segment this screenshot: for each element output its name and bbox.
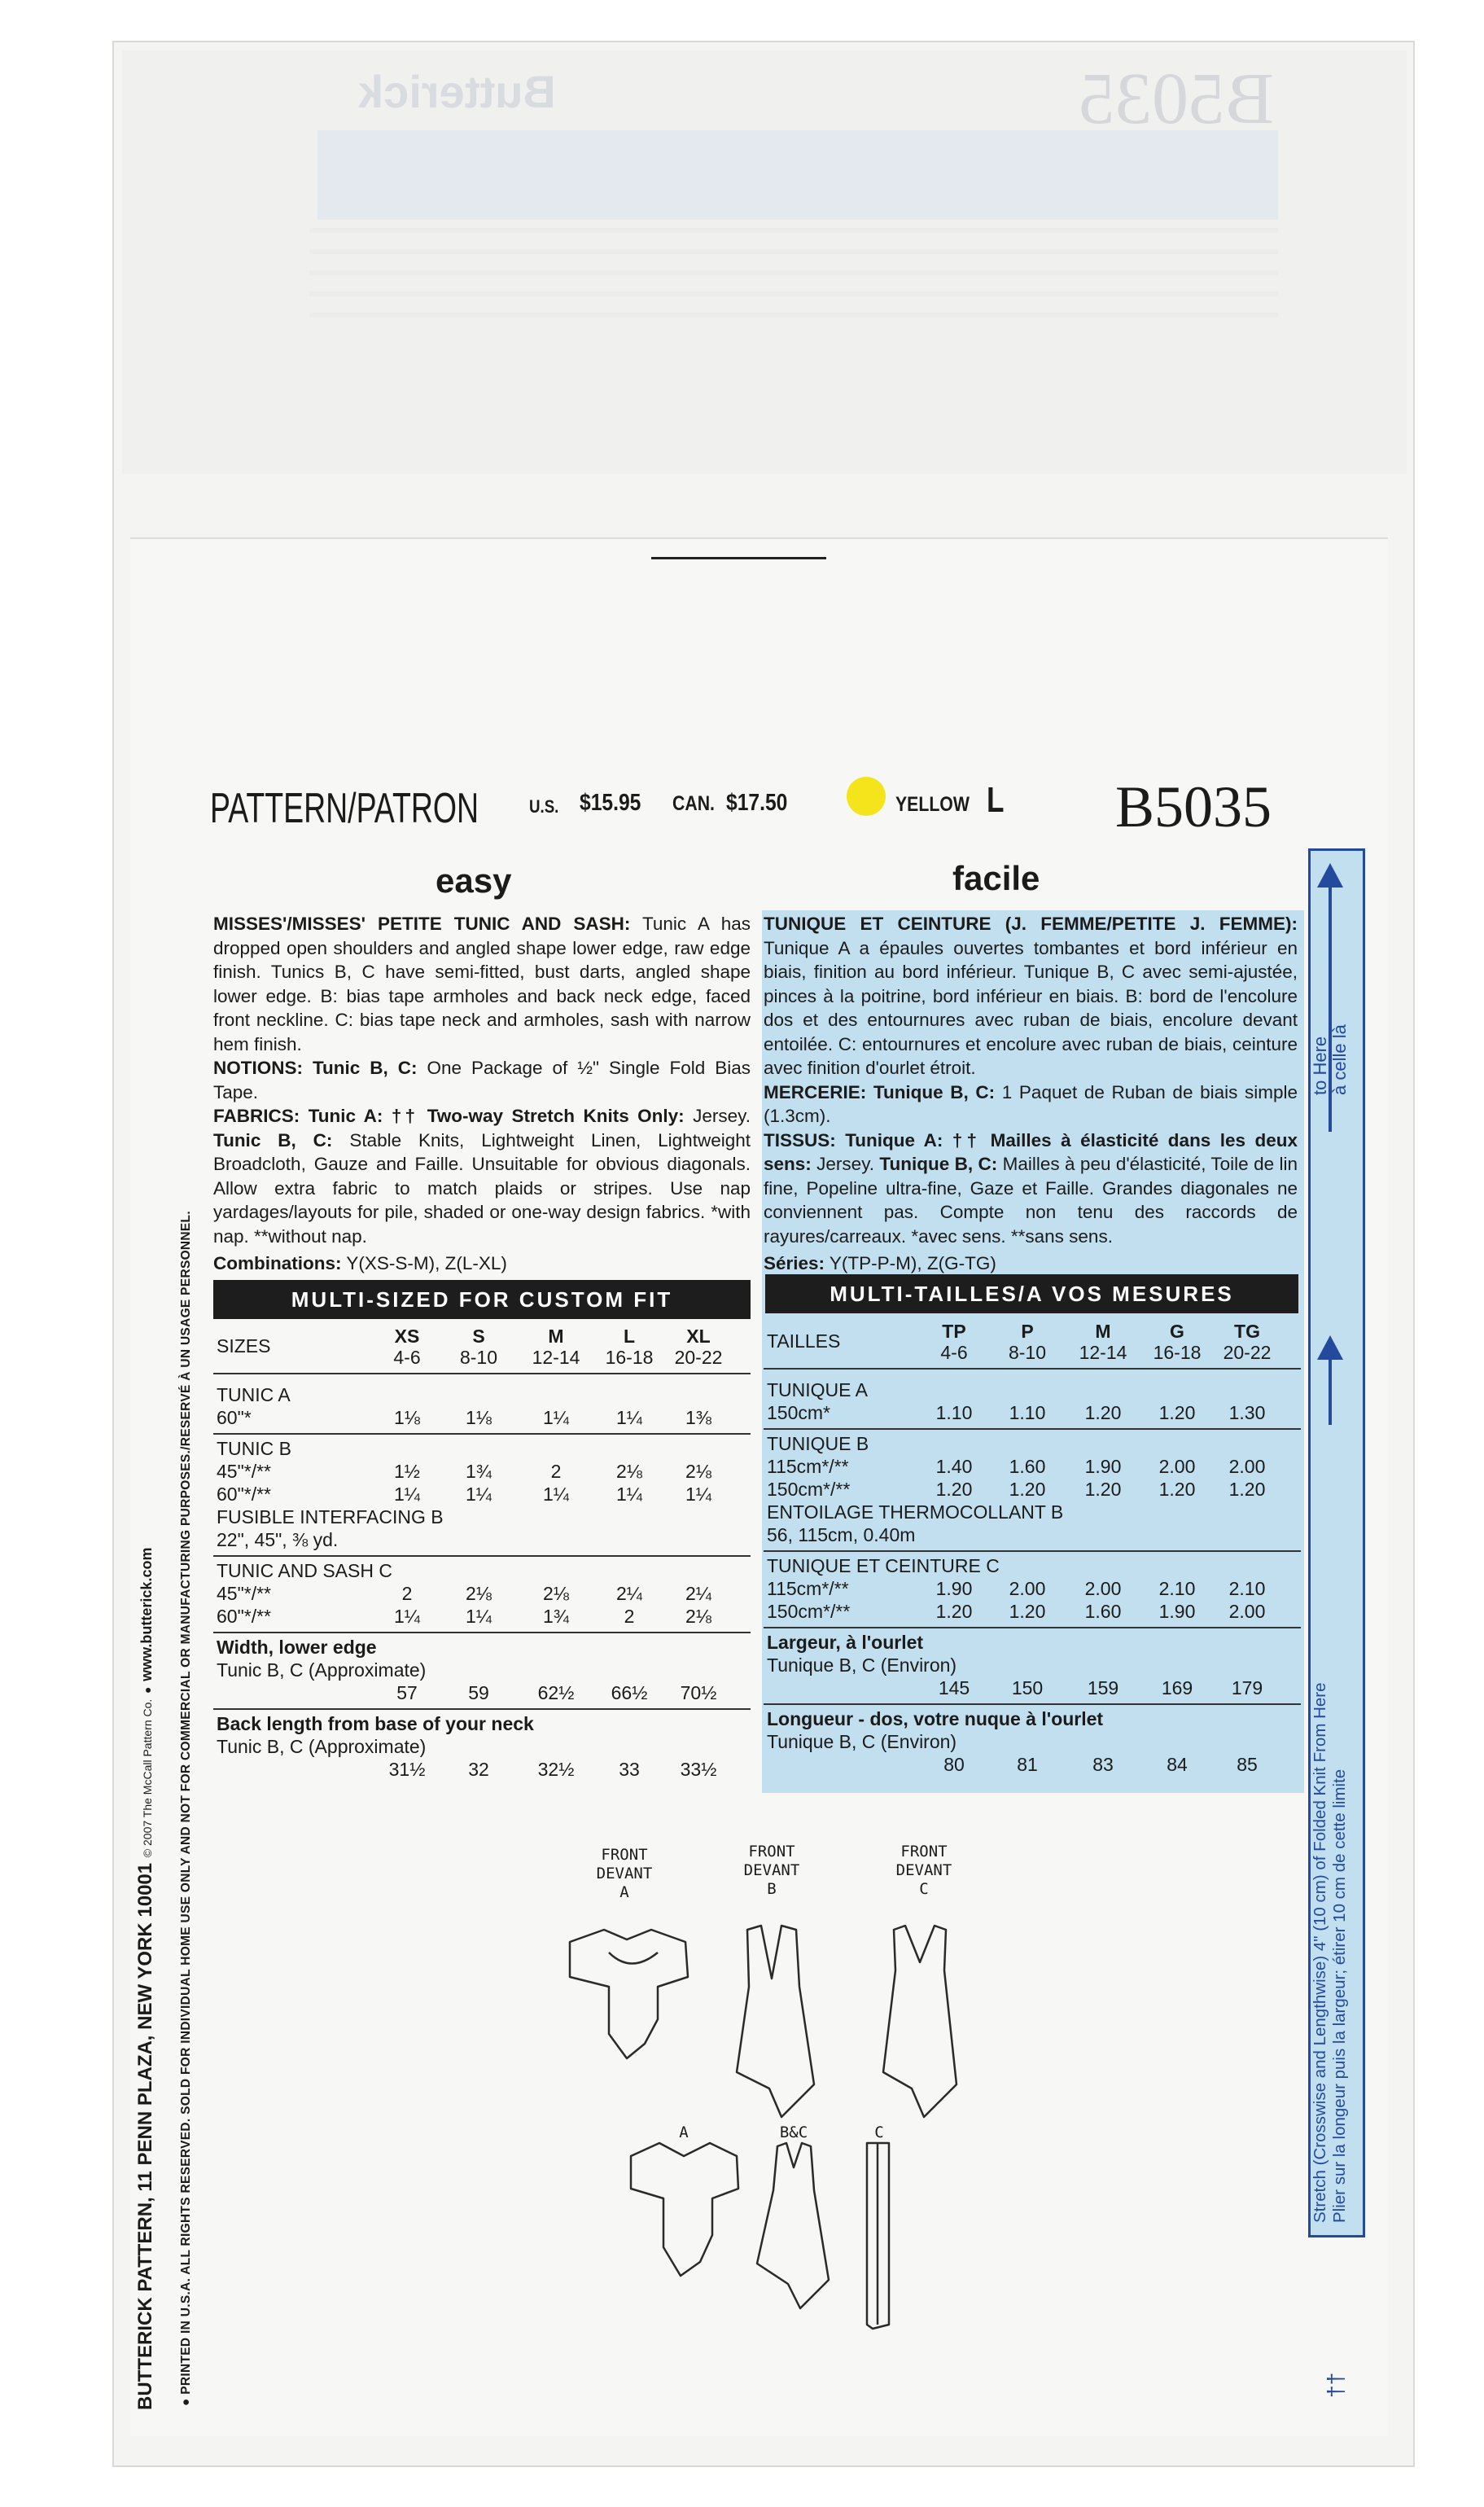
fr-fabrics-bc-title: Tunique B, C: <box>879 1154 998 1174</box>
size-range: 8-10 <box>459 1347 498 1368</box>
flap-brand-reversed: Butterick <box>358 66 556 117</box>
interfacing-label: FUSIBLE INTERFACING B <box>217 1506 444 1527</box>
group-label: TUNIC AND SASH C <box>217 1560 392 1581</box>
to-here-fr: à celle là <box>1329 1024 1350 1095</box>
width-value: 150 <box>1011 1677 1044 1698</box>
fr-fabrics-title: TISSUS: Tunique A: †† Mailles à élasticité dans les deux sens: <box>764 1129 1298 1174</box>
back-sub: Tunic B, C (Approximate) <box>217 1736 427 1757</box>
size-range: 4-6 <box>940 1342 968 1363</box>
row-value: 1¼ <box>543 1407 569 1428</box>
row-value: 2.00 <box>1228 1601 1266 1622</box>
label-front-c: FRONT DEVANT C <box>895 1843 952 1898</box>
back-value: 85 <box>1237 1754 1258 1775</box>
size-range: 12-14 <box>1079 1342 1127 1363</box>
legal-text: PRINTED IN U.S.A. ALL RIGHTS RESERVED. SOLD FOR INDIVIDUAL HOME USE ONLY AND NOT FOR COMMERCIAL OR MANUFACTURING PURPOSES./RESERVÉ À UN USAGE PERSONNEL. <box>179 1211 193 2395</box>
pattern-label: PATTERN/PATRON <box>210 785 479 832</box>
width-value: 59 <box>468 1682 489 1703</box>
back-value: 83 <box>1092 1754 1114 1775</box>
row-value: 2.00 <box>1158 1456 1196 1477</box>
fr-notions-text: 1 Paquet de Ruban de biais simple (1.3cm). <box>764 1081 1298 1126</box>
fr-description-title: TUNIQUE ET CEINTURE (J. FEMME/PETITE J. FEMME): <box>764 914 1298 934</box>
size-range: 16-18 <box>1153 1342 1202 1363</box>
to-here-en: to Here <box>1310 1036 1330 1095</box>
label-back-c: C <box>874 2123 884 2141</box>
row-value: 1¼ <box>394 1484 420 1505</box>
width-label: Largeur, à l'ourlet <box>767 1632 924 1653</box>
row-value: 2¼ <box>685 1583 711 1604</box>
notions-text: One Package of ½" Single Fold Bias Tape. <box>213 1058 751 1102</box>
size-code: XL <box>686 1326 711 1347</box>
back-value: 33 <box>619 1759 640 1780</box>
row-value: 1.10 <box>935 1402 973 1423</box>
row-value: 2¼ <box>616 1583 642 1604</box>
row-label: 60"* <box>217 1407 252 1428</box>
sizes-label: SIZES <box>217 1335 271 1356</box>
width-value: 66½ <box>611 1682 648 1703</box>
back-value: 32½ <box>537 1759 575 1780</box>
row-value: 1¼ <box>394 1606 420 1627</box>
tunic-a-back-drawing <box>631 2143 738 2276</box>
fr-description-text: Tunique A a épaules ouvertes tombantes et bord inférieur en biais, finition au bord inférieur. Tunique B, C avec semi-ajustée, pinces à la poitrine, bord inférieur en biais. B: bord de l'encolure dos et des entournures avec ruban de biais, encolure devant entoilée. C: entournures et encolure avec ruban de biais, ceinture avec finition d'ourlet étroit. <box>764 937 1298 1078</box>
row-label: 150cm* <box>767 1402 830 1423</box>
label-back-bc: B&C <box>779 2123 808 2141</box>
row-value: 1⅛ <box>394 1407 420 1428</box>
size-code: G <box>1170 1321 1184 1342</box>
english-table-bar: MULTI-SIZED FOR CUSTOM FIT <box>213 1280 751 1319</box>
row-value: 2 <box>550 1461 562 1482</box>
row-value: 1.20 <box>1084 1479 1122 1500</box>
interfacing-label: ENTOILAGE THERMOCOLLANT B <box>767 1501 1064 1523</box>
row-value: 1.20 <box>935 1601 973 1622</box>
row-value: 1.90 <box>1158 1601 1196 1622</box>
tunic-b-front-drawing <box>737 1926 814 2117</box>
combinations-title: Combinations: <box>213 1253 342 1273</box>
size-range: 20-22 <box>674 1347 723 1368</box>
interfacing-value: 56, 115cm, 0.40m <box>767 1524 916 1545</box>
bullet-icon: ● <box>179 2398 193 2406</box>
size-range: 4-6 <box>393 1347 421 1368</box>
notions-title: NOTIONS: Tunic B, C: <box>213 1058 418 1078</box>
fr-series-text: Y(TP-P-M), Z(G-TG) <box>829 1253 996 1273</box>
row-value: 2.00 <box>1009 1578 1046 1599</box>
label-front-b: FRONT DEVANT B <box>743 1843 800 1898</box>
can-label: CAN. <box>672 792 715 815</box>
fr-fabrics-bc: Mailles à peu d'élasticité, Toile de lin fine, Popeline ultra-fine, Gaze et Faille. Grandes diagonales ne conviennent pas. Compte non tenu des raccords de rayures/carreaux. *avec sens. **sans sens. <box>764 1154 1298 1247</box>
sash-c-drawing <box>867 2143 889 2329</box>
row-label: 150cm*/** <box>767 1479 851 1500</box>
stretch-fr: Plier sur la longeur puis la largeur; étirer 10 cm de cette limite <box>1330 1768 1349 2223</box>
row-value: 2⅛ <box>685 1606 711 1627</box>
row-value: 1½ <box>394 1461 420 1482</box>
row-value: 1.60 <box>1009 1456 1046 1477</box>
row-value: 1.20 <box>1158 1479 1196 1500</box>
group-label: TUNIQUE B <box>767 1433 869 1454</box>
description-title: MISSES'/MISSES' PETITE TUNIC AND SASH: <box>213 914 631 934</box>
fabrics-title: FABRICS: Tunic A: †† Two-way Stretch Knits Only: <box>213 1106 685 1126</box>
dagger-mark: †† <box>1323 2372 1348 2398</box>
row-value: 1¾ <box>543 1606 569 1627</box>
fabrics-bc-title: Tunic B, C: <box>213 1129 333 1151</box>
row-value: 1¼ <box>685 1484 711 1505</box>
heading-easy: easy <box>436 861 512 900</box>
pattern-number: B5035 <box>1115 774 1272 839</box>
row-label: 60"*/** <box>217 1606 271 1627</box>
group-label: TUNIC B <box>217 1438 291 1459</box>
back-value: 80 <box>943 1754 965 1775</box>
row-value: 2⅛ <box>616 1461 642 1482</box>
width-sub: Tunique B, C (Environ) <box>767 1655 957 1676</box>
row-value: 1¼ <box>616 1484 642 1505</box>
website-text: www.butterick.com <box>138 1547 155 1681</box>
row-value: 1.20 <box>1228 1479 1266 1500</box>
row-value: 1⅜ <box>685 1407 711 1428</box>
row-value: 2 <box>624 1606 635 1627</box>
row-label: 45"*/** <box>217 1461 271 1482</box>
size-range: 8-10 <box>1008 1342 1047 1363</box>
width-value: 70½ <box>680 1682 717 1703</box>
row-value: 1.20 <box>935 1479 973 1500</box>
fabrics-a: Jersey. <box>693 1106 751 1126</box>
size-code: S <box>472 1326 485 1347</box>
row-value: 1.10 <box>1009 1402 1046 1423</box>
size-code: TP <box>942 1321 966 1342</box>
size-code: M <box>548 1326 564 1347</box>
can-price: $17.50 <box>726 790 788 816</box>
size-code: M <box>1095 1321 1111 1342</box>
us-price: $15.95 <box>580 790 641 816</box>
french-table-bar: MULTI-TAILLES/A VOS MESURES <box>765 1274 1298 1313</box>
row-value: 2.10 <box>1228 1578 1266 1599</box>
row-value: 2⅛ <box>543 1583 569 1604</box>
tunic-a-front-drawing <box>570 1930 688 2058</box>
copyright-text: © 2007 The McCall Pattern Co. <box>141 1698 154 1858</box>
tunic-bc-back-drawing <box>757 2143 829 2308</box>
back-value: 33½ <box>680 1759 717 1780</box>
width-value: 159 <box>1087 1677 1119 1698</box>
fabrics-bc: Stable Knits, Lightweight Linen, Lightweight Broadcloth, Gauze and Faille. Unsuitable for obvious diagonals. Allow extra fabric to match plaids or stripes. Use nap yardages/layouts for pile, shaded or one-way design fabrics. *with nap. **without nap. <box>213 1129 751 1247</box>
size-range: 20-22 <box>1223 1342 1272 1363</box>
row-label: 115cm*/** <box>767 1578 849 1599</box>
bullet-icon: ● <box>141 1686 154 1694</box>
fr-fabrics-a: Jersey. <box>816 1154 875 1174</box>
row-value: 2.00 <box>1228 1456 1266 1477</box>
color-label: YELLOW <box>895 793 970 816</box>
width-value: 62½ <box>537 1682 575 1703</box>
row-value: 1.30 <box>1228 1402 1266 1423</box>
row-value: 1.20 <box>1084 1402 1122 1423</box>
label-front-a: FRONT DEVANT A <box>596 1846 653 1901</box>
size-range: 12-14 <box>532 1347 580 1368</box>
row-value: 1⅛ <box>466 1407 492 1428</box>
back-value: 84 <box>1167 1754 1188 1775</box>
size-range: 16-18 <box>605 1347 654 1368</box>
width-value: 169 <box>1161 1677 1193 1698</box>
row-value: 1¼ <box>616 1407 642 1428</box>
row-value: 1.40 <box>935 1456 973 1477</box>
size-code: TG <box>1234 1321 1260 1342</box>
row-value: 1.90 <box>1084 1456 1122 1477</box>
row-value: 1.20 <box>1009 1479 1046 1500</box>
fr-notions-title: MERCERIE: Tunique B, C: <box>764 1081 996 1102</box>
tunic-c-front-drawing <box>883 1926 957 2117</box>
width-value: 57 <box>396 1682 418 1703</box>
description-text: Tunic A has dropped open shoulders and angled shape lower edge, raw edge finish. Tunics B, C have semi-fitted, bust darts, angled shape lower edge. B: bias tape armholes and back neck edge, faced front neckline. C: bias tape neck and armholes, sash with narrow hem finish. <box>213 914 751 1054</box>
row-label: 150cm*/** <box>767 1601 851 1622</box>
fr-series-title: Séries: <box>764 1253 825 1273</box>
flap-number-reversed: B5035 <box>1079 59 1275 139</box>
row-value: 1¼ <box>466 1606 492 1627</box>
back-value: 81 <box>1017 1754 1038 1775</box>
size-code: L <box>623 1326 636 1347</box>
width-value: 179 <box>1231 1677 1263 1698</box>
width-value: 145 <box>938 1677 970 1698</box>
heading-facile: facile <box>952 859 1040 897</box>
interfacing-value: 22", 45", ⅜ yd. <box>217 1529 339 1550</box>
row-value: 1.60 <box>1084 1601 1122 1622</box>
row-value: 1¼ <box>466 1484 492 1505</box>
row-value: 2.00 <box>1084 1578 1122 1599</box>
row-value: 1.20 <box>1158 1402 1196 1423</box>
width-sub: Tunic B, C (Approximate) <box>217 1659 427 1681</box>
stretch-en: Stretch (Crosswise and Lengthwise) 4" (10 cm) of Folded Knit From Here <box>1311 1682 1329 2223</box>
row-value: 2⅛ <box>685 1461 711 1482</box>
group-label: TUNIQUE ET CEINTURE C <box>767 1555 1000 1576</box>
size-code: L <box>987 780 1005 820</box>
row-value: 1¼ <box>543 1484 569 1505</box>
publisher-text: BUTTERICK PATTERN, 11 PENN PLAZA, NEW YORK 10001 <box>134 1862 156 2410</box>
sizes-label: TAILLES <box>767 1330 841 1352</box>
row-value: 2 <box>401 1583 413 1604</box>
group-label: TUNIQUE A <box>767 1379 868 1400</box>
row-value: 1.90 <box>935 1578 973 1599</box>
back-label: Longueur - dos, votre nuque à l'ourlet <box>767 1708 1104 1729</box>
back-value: 31½ <box>388 1759 426 1780</box>
row-label: 115cm*/** <box>767 1456 849 1477</box>
row-label: 45"*/** <box>217 1583 271 1604</box>
us-label: U.S. <box>529 796 559 817</box>
back-sub: Tunique B, C (Environ) <box>767 1731 957 1752</box>
label-back-a: A <box>679 2123 689 2141</box>
combinations-text: Y(XS-S-M), Z(L-XL) <box>346 1253 507 1273</box>
row-value: 1¾ <box>466 1461 492 1482</box>
row-value: 1.20 <box>1009 1601 1046 1622</box>
width-label: Width, lower edge <box>217 1637 377 1658</box>
back-value: 32 <box>468 1759 489 1780</box>
row-label: 60"*/** <box>217 1484 271 1505</box>
row-value: 2.10 <box>1158 1578 1196 1599</box>
row-value: 2⅛ <box>466 1583 492 1604</box>
size-code: P <box>1021 1321 1034 1342</box>
back-label: Back length from base of your neck <box>217 1713 534 1734</box>
group-label: TUNIC A <box>217 1384 291 1405</box>
size-code: XS <box>394 1326 420 1347</box>
